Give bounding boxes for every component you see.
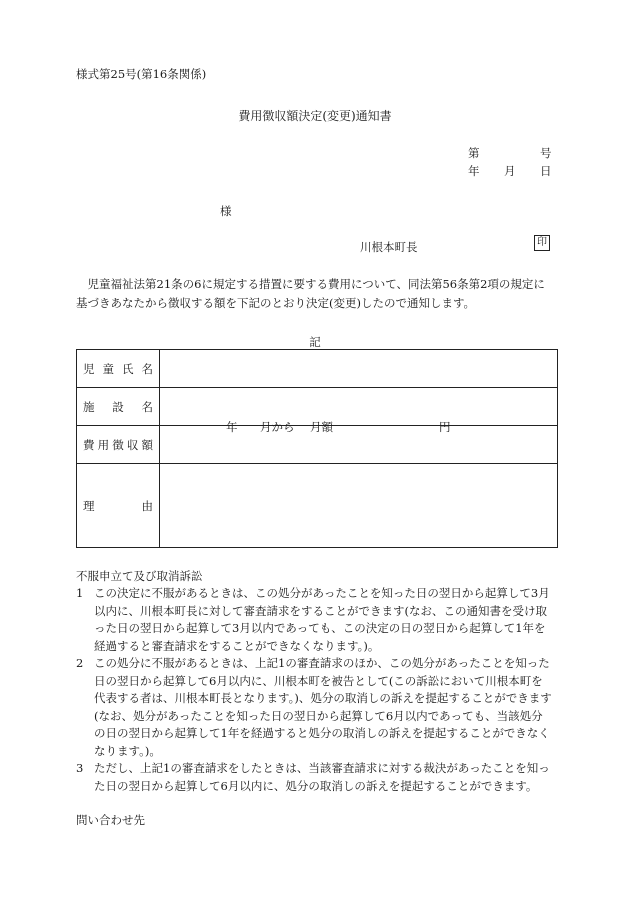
list-item: [76, 585, 554, 655]
fee-amount-label: [77, 426, 160, 464]
fee-month-from: 月から: [260, 420, 295, 434]
notice-table: [76, 349, 558, 548]
form-number: 様式第25号(第16条関係): [76, 67, 207, 81]
appeal-item-number: 3: [76, 761, 84, 775]
appeal-list: [76, 585, 554, 795]
fee-yen: 円: [439, 420, 451, 434]
appeal-heading: 不服申立て及び取消訴訟: [76, 569, 203, 583]
addressee-suffix: 様: [220, 204, 232, 218]
date-year: 年: [468, 164, 480, 178]
child-name-label: [77, 350, 160, 388]
table-row: [77, 426, 558, 464]
label-char: 施: [83, 399, 95, 414]
reason-value[interactable]: [160, 464, 558, 548]
doc-number-go: 号: [540, 146, 552, 160]
label-char: 徴: [112, 437, 124, 452]
seal-mark: 印: [534, 235, 550, 251]
list-item: [76, 655, 554, 760]
facility-name-label: [77, 388, 160, 426]
date-day: 日: [540, 164, 552, 178]
ki-heading: 記: [309, 335, 321, 349]
issuer-name: 川根本町長: [360, 240, 418, 254]
date-month: 月: [504, 164, 516, 178]
label-char: 理: [83, 498, 95, 513]
label-char: 名: [141, 399, 153, 414]
fee-year: 年: [226, 420, 238, 434]
appeal-item-text: この処分に不服があるときは、上記1の審査請求のほか、この処分があったことを知った日の翌日から起算して6月以内に、川根本町を被告として(この訴訟において川根本町を代表する者は、川根本町長となります。)、処分の取消しの訴えを提起することができます(なお、処分があったことを知った日の翌日から起算して6月以内であっても、当該処分の日の翌日から起算して1年を経過すると処分の取消しの訴えを提起することができなくなります。)。: [94, 656, 552, 758]
label-char: 用: [97, 437, 110, 452]
list-item: [76, 760, 554, 795]
label-char: 額: [141, 437, 153, 452]
fee-amount-value[interactable]: [160, 420, 558, 464]
table-row: [77, 350, 558, 388]
label-char: 氏: [122, 361, 134, 376]
label-char: 収: [126, 437, 139, 452]
table-row: [77, 464, 558, 548]
document-title: 費用徴収額決定(変更)通知書: [238, 109, 392, 123]
label-char: 費: [83, 437, 95, 452]
notice-body: 児童福祉法第21条の6に規定する措置に要する費用について、同法第56条第2項の規定に基づきあなたから徴収する額を下記のとおり決定(変更)したので通知します。: [76, 277, 545, 310]
label-char: 童: [102, 361, 114, 376]
child-name-value[interactable]: [160, 350, 558, 388]
appeal-item-number: 2: [76, 656, 84, 670]
fee-monthly: 月額: [310, 420, 333, 434]
appeal-item-text: ただし、上記1の審査請求をしたときは、当該審査請求に対する裁決があったことを知った日の翌日から起算して6月以内に、処分の取消しの訴えを提起することができます。: [94, 761, 550, 793]
appeal-item-number: 1: [76, 586, 84, 600]
label-char: 名: [141, 361, 153, 376]
contact-heading: 問い合わせ先: [76, 813, 145, 827]
label-char: 由: [141, 498, 153, 513]
facility-name-value[interactable]: [160, 388, 558, 426]
label-char: 設: [112, 399, 124, 414]
reason-label: [77, 464, 160, 548]
appeal-item-text: この決定に不服があるときは、この処分があったことを知った日の翌日から起算して3月以内に、川根本町長に対して審査請求をすることができます(なお、この通知書を受け取った日の翌日から起算して3月以内であっても、この決定の日の翌日から起算して1年を経過すると審査請求をすることができなくなります。)。: [94, 586, 550, 653]
label-char: 児: [83, 361, 95, 376]
doc-number-dai: 第: [468, 146, 480, 160]
